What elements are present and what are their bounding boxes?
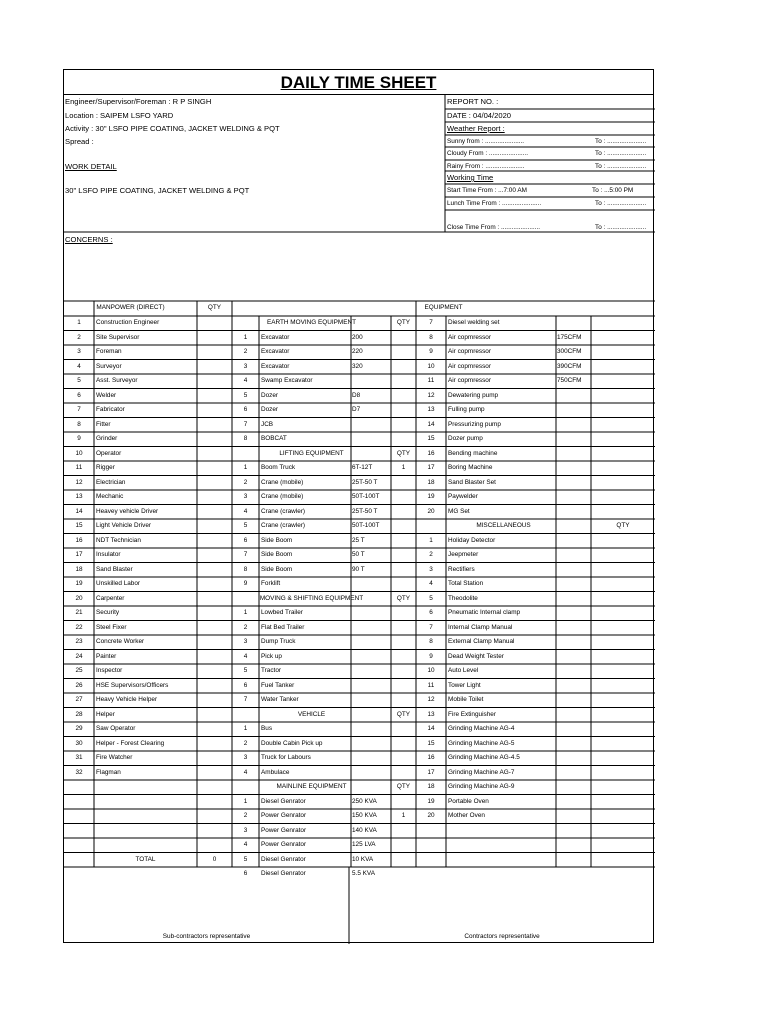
mainline-row-spec: 250 KVA	[352, 797, 377, 805]
earth-moving-row-no: 8	[243, 435, 248, 442]
lifting-row-name: Crane (mobile)	[261, 493, 304, 500]
equipment-row-no: 7	[429, 319, 433, 326]
location-field: Location : SAIPEM LSFO YARD	[65, 111, 174, 120]
sunny-to-field: To : ......................	[595, 138, 647, 145]
earth-moving-row-no: 5	[243, 391, 248, 399]
mainline-row-spec: 150 KVA	[352, 812, 377, 819]
manpower-row-name: Painter	[96, 652, 117, 660]
equipment-row-no: 16	[427, 449, 435, 457]
mainline-row-spec: 125 LVA	[352, 841, 376, 848]
miscellaneous-row-name: Dead Weight Tester	[448, 652, 504, 660]
manpower-row-no: 5	[77, 377, 81, 384]
miscellaneous-row-name: Pneumatic Internal clamp	[448, 609, 521, 616]
moving-shifting-row-no: 5	[243, 667, 248, 674]
miscellaneous-row-no: 11	[427, 681, 435, 689]
manpower-row-name: Surveyor	[96, 362, 122, 370]
miscellaneous-row-name: Jeepmeter	[448, 551, 479, 558]
miscellaneous-row-name: Portable Oven	[448, 797, 489, 805]
equipment-row-spec: 300CFM	[557, 348, 582, 355]
equipment-row-no: 14	[427, 420, 435, 428]
sub-contractor-signature: Sub-contractors representative	[162, 933, 251, 940]
manpower-row-no: 8	[77, 420, 81, 428]
equipment-row-name: Boring Machine	[448, 464, 493, 471]
moving-shifting-header: MOVING & SHIFTING EQUIPMENT	[259, 594, 364, 602]
earth-moving-row-spec: 320	[352, 362, 363, 370]
miscellaneous-row-no: 5	[429, 594, 433, 602]
lifting-row-no: 6	[243, 536, 248, 544]
miscellaneous-row-name: Grinding Machine AG-4.5	[448, 754, 520, 761]
lifting-row-spec: 50T-100T	[352, 493, 380, 500]
equipment-row-no: 20	[427, 507, 435, 515]
manpower-row-name: Insulator	[96, 551, 121, 558]
moving-shifting-row-no: 1	[243, 609, 248, 616]
manpower-row-no: 12	[75, 478, 83, 486]
miscellaneous-row-no: 17	[427, 768, 435, 776]
manpower-row-name: Heavey vehicle Driver	[96, 507, 159, 515]
earth-moving-row-name: Dozer	[261, 406, 279, 413]
equipment-row-name: Pressurizing pump	[448, 420, 501, 428]
lifting-row-no: 2	[243, 478, 248, 486]
lunch-time-field: Lunch Time From : ......................	[447, 200, 542, 207]
vehicle-row-name: Bus	[261, 725, 273, 732]
sheet-title: DAILY TIME SHEET	[64, 70, 653, 95]
mainline-row-qty: 1	[401, 812, 406, 819]
mainline-row-spec: 5.5 KVA	[352, 870, 375, 877]
equipment-row-no: 17	[427, 464, 435, 471]
manpower-row-no: 21	[75, 609, 83, 616]
work-detail-label: WORK DETAIL	[65, 162, 117, 171]
manpower-row-name: Sand Blaster	[96, 565, 133, 573]
equipment-row-name: Dozer pump	[448, 435, 483, 442]
manpower-row-no: 29	[75, 725, 83, 732]
vehicle-row-name: Truck for Labours	[261, 754, 311, 761]
mainline-header: MAINLINE EQUIPMENT	[276, 783, 347, 790]
total-label: TOTAL	[135, 855, 156, 863]
total-value: 0	[212, 855, 217, 863]
moving-shifting-row-name: Flat Bed Trailer	[261, 623, 305, 631]
equipment-row-spec: 750CFM	[557, 377, 582, 384]
vehicle-row-name: Ambulace	[261, 768, 290, 776]
equipment-row-no: 12	[427, 391, 435, 399]
lifting-row-name: Forklift	[261, 580, 281, 587]
earth-moving-header: EARTH MOVING EQUIPMENT	[266, 319, 356, 326]
vehicle-row-name: Double Cabin Pick up	[261, 739, 323, 747]
manpower-row-no: 18	[75, 565, 83, 573]
moving-shifting-row-name: Lowbed Trailer	[261, 609, 303, 616]
mainline-row-spec: 140 KVA	[352, 826, 377, 834]
mainline-qty-header: QTY	[396, 783, 411, 790]
miscellaneous-row-name: Holiday Detector	[448, 536, 496, 544]
manpower-row-no: 17	[75, 551, 83, 558]
miscellaneous-row-no: 1	[429, 536, 433, 544]
activity-field: Activity : 30" LSFO PIPE COATING, JACKET WELDING & PQT	[65, 124, 280, 133]
manpower-row-no: 1	[77, 319, 81, 326]
mainline-row-name: Diesel Genrator	[261, 797, 306, 805]
manpower-row-no: 24	[75, 652, 83, 660]
lifting-row-name: Crane (crawler)	[261, 522, 306, 529]
equipment-row-no: 19	[427, 493, 435, 500]
earth-moving-row-spec: 200	[352, 333, 363, 341]
manpower-row-name: Light Vehicle Driver	[96, 522, 152, 529]
manpower-row-no: 10	[75, 449, 83, 457]
miscellaneous-row-name: Grinding Machine AG-9	[448, 783, 515, 790]
lunch-time-to-field: To : ......................	[595, 200, 647, 207]
miscellaneous-row-no: 18	[427, 783, 435, 790]
miscellaneous-row-name: Internal Clamp Manual	[448, 623, 513, 631]
miscellaneous-row-no: 14	[427, 725, 435, 732]
lifting-row-spec: 25T-50 T	[352, 478, 378, 486]
mainline-row-spec: 10 KVA	[352, 855, 374, 863]
earth-moving-row-name: Swamp Excavator	[261, 377, 313, 384]
miscellaneous-row-no: 8	[429, 638, 433, 645]
moving-shifting-row-name: Dump Truck	[261, 638, 296, 645]
equipment-row-name: Dewatering pump	[448, 391, 499, 399]
miscellaneous-row-no: 13	[427, 710, 435, 718]
manpower-row-name: Heavy Vehicle Helper	[96, 696, 158, 703]
lifting-row-spec: 25T-50 T	[352, 507, 378, 515]
manpower-row-no: 26	[75, 681, 83, 689]
earth-moving-row-name: Excavator	[261, 348, 290, 355]
miscellaneous-row-name: Theodolite	[448, 594, 478, 602]
vehicle-row-no: 3	[243, 754, 248, 761]
manpower-row-name: Helper - Forest Clearing	[96, 739, 165, 747]
lifting-row-name: Side Boom	[261, 565, 293, 573]
manpower-row-no: 30	[75, 739, 83, 747]
manpower-row-name: Operator	[96, 449, 122, 457]
manpower-row-name: HSE Supervisors/Officers	[96, 681, 169, 689]
manpower-row-name: Electrician	[96, 478, 126, 486]
manpower-row-no: 31	[75, 754, 83, 761]
lifting-qty-header: QTY	[396, 449, 411, 457]
lifting-row-name: Crane (crawler)	[261, 507, 306, 515]
manpower-row-no: 11	[75, 464, 83, 471]
mainline-row-name: Diesel Genrator	[261, 870, 306, 877]
miscellaneous-row-no: 19	[427, 797, 435, 805]
miscellaneous-row-name: Grinding Machine AG-5	[448, 739, 515, 747]
rainy-to-field: To : ......................	[595, 163, 647, 170]
manpower-row-name: Construction Engineer	[96, 319, 160, 326]
moving-shifting-row-no: 4	[243, 652, 248, 660]
manpower-row-name: Fire Watcher	[96, 754, 133, 761]
moving-shifting-row-no: 7	[243, 696, 248, 703]
lifting-row-no: 4	[243, 507, 248, 515]
mainline-row-name: Power Genrator	[261, 812, 307, 819]
equipment-row-name: Sand Blaster Set	[448, 478, 496, 486]
manpower-row-name: Grinder	[96, 435, 118, 442]
miscellaneous-row-no: 7	[429, 623, 433, 631]
manpower-row-name: Carpenter	[96, 594, 125, 602]
equipment-row-no: 13	[427, 406, 435, 413]
earth-moving-row-name: JCB	[261, 420, 274, 428]
lifting-row-qty: 1	[401, 464, 406, 471]
close-time-to-field: To : ......................	[595, 224, 647, 231]
miscellaneous-row-name: Fire Extinguisher	[448, 710, 496, 718]
lifting-row-spec: 25 T	[352, 536, 365, 544]
earth-moving-row-name: Excavator	[261, 333, 290, 341]
lifting-row-no: 7	[243, 551, 248, 558]
equipment-row-name: Paywelder	[448, 493, 478, 500]
close-time-field: Close Time From : ......................	[447, 224, 541, 231]
manpower-row-name: NDT Technician	[96, 536, 141, 544]
moving-shifting-row-no: 2	[243, 623, 248, 631]
mainline-row-no: 1	[243, 797, 248, 805]
rainy-from-field: Rainy From : ......................	[447, 163, 525, 170]
equipment-row-no: 9	[429, 348, 433, 355]
earth-moving-row-name: Excavator	[261, 362, 290, 370]
earth-moving-row-no: 4	[243, 377, 248, 384]
manpower-row-name: Mechanic	[96, 493, 124, 500]
equipment-row-spec: 390CFM	[557, 362, 582, 370]
miscellaneous-row-no: 2	[429, 551, 433, 558]
manpower-row-no: 7	[77, 406, 81, 413]
lifting-row-no: 1	[243, 464, 248, 471]
miscellaneous-row-no: 16	[427, 754, 435, 761]
sunny-from-field: Sunny from : ......................	[447, 138, 525, 145]
equipment-row-name: Air copmressor	[448, 333, 491, 341]
miscellaneous-row-name: External Clamp Manual	[448, 638, 515, 645]
earth-moving-row-no: 6	[243, 406, 248, 413]
mainline-row-no: 6	[243, 870, 248, 877]
manpower-row-no: 22	[75, 623, 83, 631]
working-time-label: Working Time	[447, 173, 494, 182]
miscellaneous-row-name: Total Station	[448, 580, 484, 587]
vehicle-row-no: 2	[243, 739, 248, 747]
equipment-row-name: Air copmressor	[448, 348, 491, 355]
lifting-header: LIFTING EQUIPMENT	[279, 449, 344, 457]
miscellaneous-row-name: Rectifiers	[448, 565, 475, 573]
miscellaneous-row-name: Auto Level	[448, 667, 479, 674]
manpower-row-name: Unskilled Labor	[96, 580, 141, 587]
moving-shifting-row-no: 3	[243, 638, 248, 645]
moving-shifting-qty-header: QTY	[396, 594, 411, 602]
miscellaneous-row-no: 15	[427, 739, 435, 747]
miscellaneous-row-no: 6	[429, 609, 433, 616]
vehicle-row-no: 1	[243, 725, 248, 732]
manpower-row-no: 20	[75, 594, 83, 602]
lifting-row-spec: 6T-12T	[352, 464, 373, 471]
manpower-row-name: Saw Operator	[96, 725, 136, 732]
earth-moving-row-no: 7	[243, 420, 248, 428]
contractor-signature: Contractors representative	[464, 933, 540, 940]
lifting-row-no: 3	[243, 493, 248, 500]
work-detail-text: 30" LSFO PIPE COATING, JACKET WELDING & PQT	[65, 186, 250, 195]
start-time-to-field: To : ...5:00 PM	[592, 187, 634, 194]
vehicle-row-no: 4	[243, 768, 248, 776]
manpower-row-name: Asst. Surveyor	[96, 377, 138, 384]
moving-shifting-row-name: Fuel Tanker	[261, 681, 295, 689]
miscellaneous-row-name: Tower Light	[448, 681, 481, 689]
miscellaneous-row-name: Grinding Machine AG-7	[448, 768, 515, 776]
earth-moving-row-spec: D8	[352, 391, 361, 399]
lifting-row-name: Side Boom	[261, 551, 293, 558]
equipment-row-no: 18	[427, 478, 435, 486]
cloudy-to-field: To : ......................	[595, 150, 647, 157]
miscellaneous-row-no: 9	[429, 652, 433, 660]
grid-lines	[64, 70, 655, 944]
manpower-row-no: 32	[75, 768, 83, 776]
equipment-header: EQUIPMENT	[424, 304, 463, 311]
manpower-row-no: 2	[77, 333, 81, 341]
date-field: DATE : 04/04/2020	[447, 111, 512, 120]
miscellaneous-row-name: Mother Oven	[448, 812, 485, 819]
mainline-row-no: 5	[243, 855, 248, 863]
lifting-row-name: Crane (mobile)	[261, 478, 304, 486]
equipment-row-name: Air copmressor	[448, 362, 491, 370]
moving-shifting-row-name: Tractor	[261, 667, 282, 674]
manpower-row-no: 9	[77, 435, 81, 442]
manpower-row-no: 19	[75, 580, 83, 587]
manpower-row-name: Fitter	[96, 420, 111, 428]
vehicle-header: VEHICLE	[297, 710, 326, 718]
lifting-row-spec: 50T-100T	[352, 522, 380, 529]
manpower-row-name: Fabricator	[96, 406, 125, 413]
manpower-row-no: 27	[75, 696, 83, 703]
mainline-row-name: Power Genrator	[261, 826, 307, 834]
engineer-field: Engineer/Supervisor/Foreman : R P SINGH	[65, 97, 212, 106]
moving-shifting-row-no: 6	[243, 681, 248, 689]
manpower-row-no: 14	[75, 507, 83, 515]
manpower-row-name: Helper	[96, 710, 115, 718]
earth-moving-row-no: 1	[243, 333, 248, 341]
equipment-row-no: 10	[427, 362, 435, 370]
equipment-row-no: 8	[429, 333, 433, 341]
weather-report-label: Weather Report :	[447, 124, 505, 133]
mainline-row-name: Diesel Genrator	[261, 855, 306, 863]
mainline-row-no: 3	[243, 826, 248, 834]
report-no-field: REPORT NO. :	[447, 97, 499, 106]
time-sheet	[63, 69, 654, 943]
earth-moving-row-spec: 220	[352, 348, 363, 355]
equipment-row-no: 11	[427, 377, 435, 384]
lifting-row-no: 8	[243, 565, 248, 573]
equipment-row-name: Diesel welding set	[448, 319, 500, 326]
manpower-header: MANPOWER (DIRECT)	[96, 304, 165, 311]
lifting-row-spec: 50 T	[352, 551, 365, 558]
manpower-row-name: Flagman	[96, 768, 121, 776]
manpower-row-no: 4	[77, 362, 81, 370]
manpower-row-no: 23	[75, 638, 83, 645]
vehicle-qty-header: QTY	[396, 710, 411, 718]
miscellaneous-row-no: 10	[427, 667, 435, 674]
manpower-row-no: 16	[75, 536, 83, 544]
mainline-row-no: 4	[243, 841, 248, 848]
miscellaneous-row-name: Mobile Toilet	[448, 696, 484, 703]
earth-moving-row-no: 3	[243, 362, 248, 370]
equipment-row-no: 15	[427, 435, 435, 442]
equipment-row-name: Fulling pump	[448, 406, 485, 413]
manpower-row-no: 6	[77, 391, 81, 399]
manpower-row-no: 3	[77, 348, 81, 355]
earth-moving-qty-header: QTY	[396, 319, 411, 326]
earth-moving-row-name: BOBCAT	[261, 435, 287, 442]
moving-shifting-row-name: Pick up	[261, 652, 282, 660]
miscellaneous-row-no: 3	[429, 565, 433, 573]
manpower-row-name: Welder	[96, 391, 117, 399]
cloudy-from-field: Cloudy From : ......................	[447, 150, 528, 157]
spread-field: Spread :	[65, 137, 94, 146]
earth-moving-row-no: 2	[243, 348, 248, 355]
miscellaneous-header: MISCELLANEOUS	[476, 522, 531, 529]
moving-shifting-row-name: Water Tanker	[261, 696, 299, 703]
lifting-row-no: 9	[243, 580, 248, 587]
equipment-row-name: Air copmressor	[448, 377, 491, 384]
manpower-qty-header: QTY	[207, 304, 222, 311]
manpower-row-name: Inspector	[96, 667, 123, 674]
manpower-row-name: Rigger	[96, 464, 115, 471]
miscellaneous-row-name: Grinding Machine AG-4	[448, 725, 515, 732]
equipment-row-name: MG Set	[448, 507, 470, 515]
miscellaneous-qty-header: QTY	[616, 522, 630, 529]
lifting-row-name: Side Boom	[261, 536, 293, 544]
manpower-row-name: Site Supervisor	[96, 333, 140, 341]
mainline-row-name: Power Genrator	[261, 841, 307, 848]
manpower-row-no: 15	[75, 522, 83, 529]
equipment-row-name: Bending machine	[448, 449, 498, 457]
manpower-row-name: Steel Fixer	[96, 623, 127, 631]
equipment-row-spec: 175CFM	[557, 333, 582, 341]
start-time-field: Start Time From : ...7:00 AM	[447, 187, 527, 194]
lifting-row-name: Boom Truck	[261, 464, 296, 471]
manpower-row-no: 28	[75, 710, 83, 718]
lifting-row-no: 5	[243, 522, 248, 529]
manpower-row-no: 13	[75, 493, 83, 500]
earth-moving-row-spec: D7	[352, 406, 361, 413]
earth-moving-row-name: Dozer	[261, 391, 279, 399]
mainline-row-no: 2	[243, 812, 248, 819]
miscellaneous-row-no: 4	[429, 580, 433, 587]
manpower-row-no: 25	[75, 667, 83, 674]
manpower-row-name: Concrete Worker	[96, 638, 145, 645]
manpower-row-name: Security	[96, 609, 120, 616]
concerns-label: CONCERNS :	[65, 235, 113, 244]
miscellaneous-row-no: 20	[427, 812, 435, 819]
manpower-row-name: Foreman	[96, 348, 122, 355]
lifting-row-spec: 90 T	[352, 565, 365, 573]
miscellaneous-row-no: 12	[427, 696, 435, 703]
